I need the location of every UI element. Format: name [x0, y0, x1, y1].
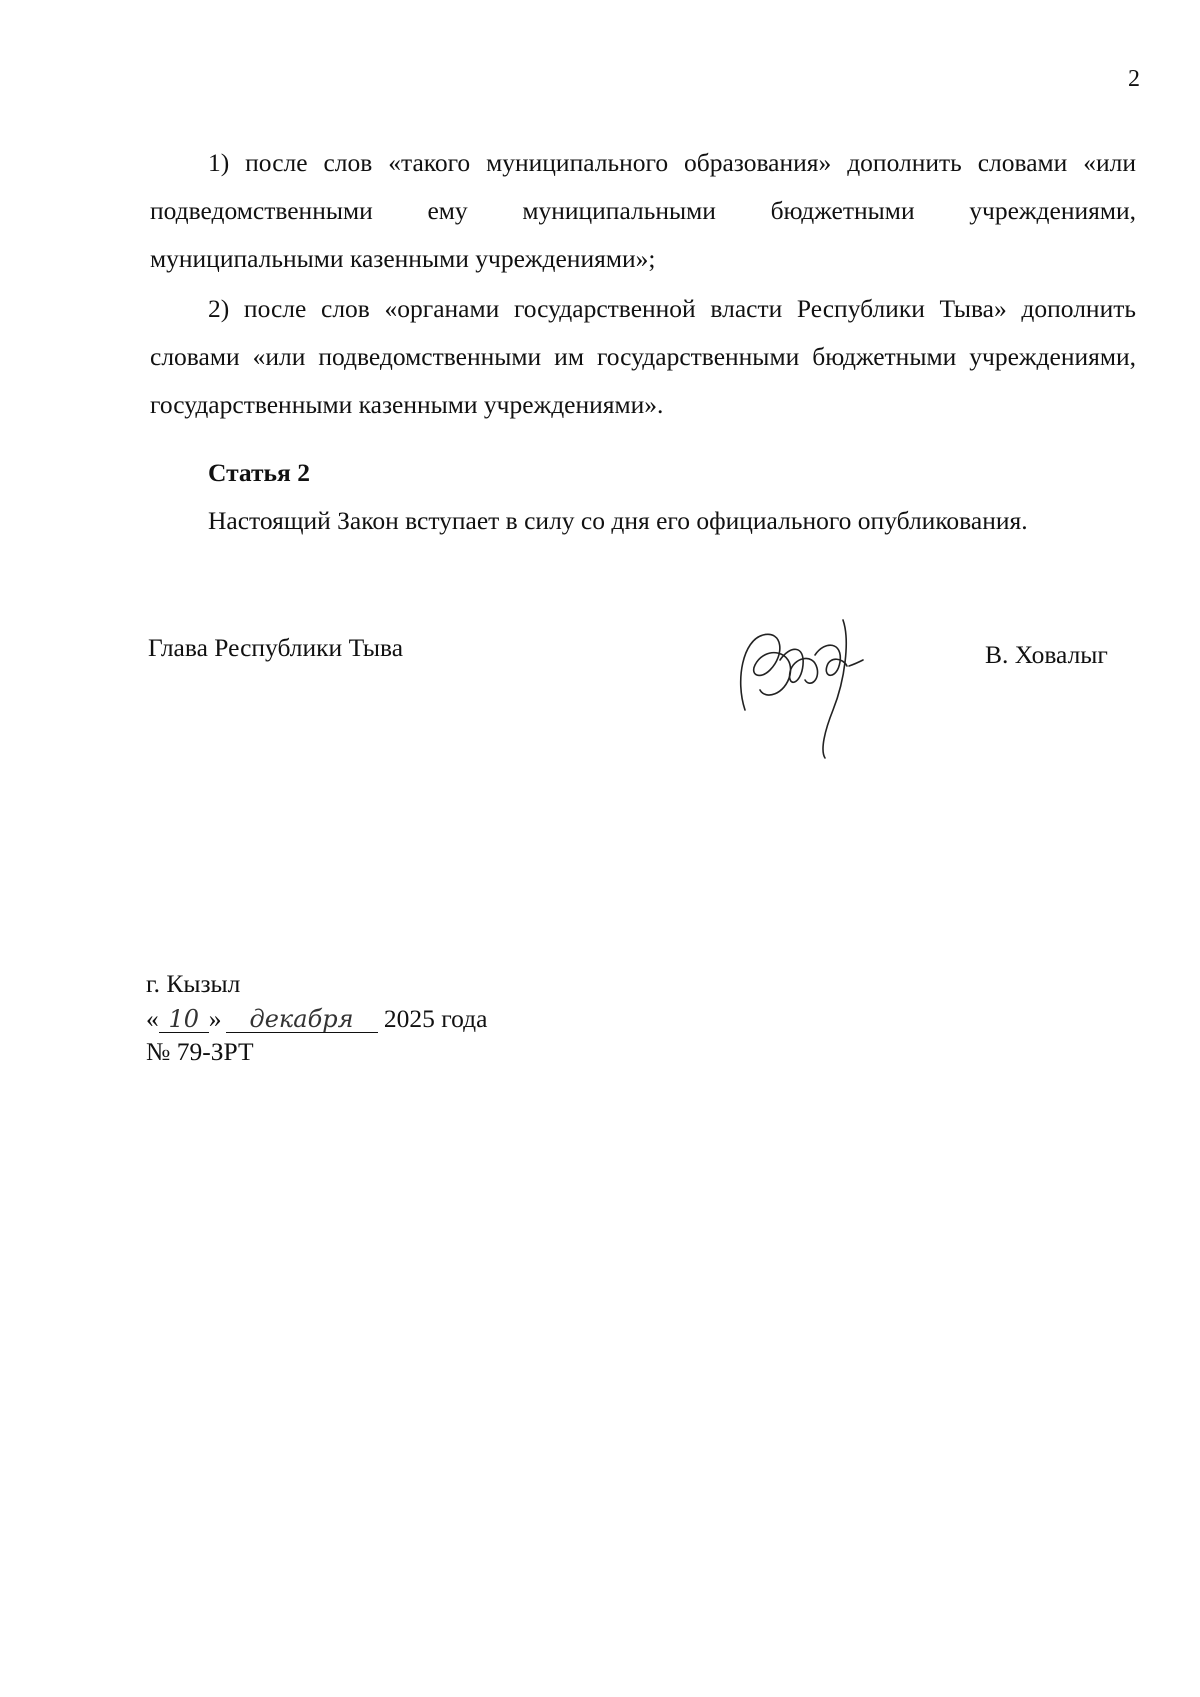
date-open-quote: « — [146, 1004, 159, 1033]
date-day: 10 — [159, 1006, 209, 1033]
law-number: № 79-ЗРТ — [146, 1037, 254, 1066]
article-heading: Статья 2 — [208, 458, 310, 487]
date-close-quote: » — [208, 1004, 222, 1033]
signing-date — [146, 1004, 487, 1034]
page-number: 2 — [1128, 66, 1140, 92]
date-month: декабря — [226, 1006, 378, 1033]
handwritten-signature — [725, 600, 875, 760]
amendment-item-2: 2) после слов «органами государственной власти Республики Тыва» дополнить словами «или подведомственными им государственными бюджетными учреждениями, государственными казенными учреждениями». — [150, 294, 1136, 419]
place-of-signing: г. Кызыл — [146, 969, 241, 998]
signer-name: В. Ховалыг — [985, 640, 1108, 669]
amendment-item-1: 1) после слов «такого муниципального образования» дополнить словами «или подведомственными ему муниципальными бюджетными учреждениями, муниципальными казенными учреждениями»; — [150, 148, 1136, 273]
date-year: 2025 года — [383, 1004, 488, 1033]
article-text: Настоящий Закон вступает в силу со дня его официального опубликования. — [208, 506, 1028, 535]
signer-position: Глава Республики Тыва — [148, 633, 404, 662]
